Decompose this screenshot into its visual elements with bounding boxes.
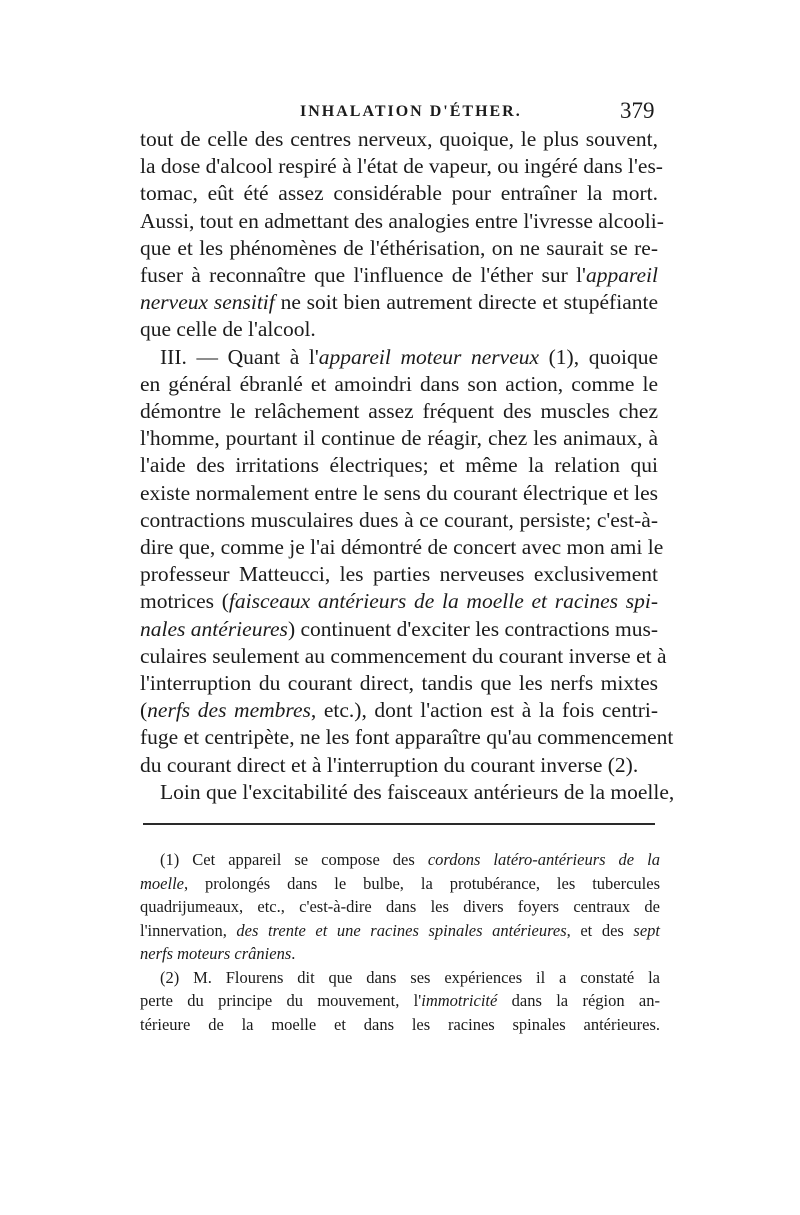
footnote-divider [143, 823, 655, 825]
text-line: nales antérieures) continuent d'exciter les contractions mus- [140, 616, 659, 641]
text-line: Aussi, tout en admettant des analogies entre l'ivresse alcooli- [140, 208, 664, 233]
text-line: fuge et centripète, ne les font apparaître qu'au commencement [140, 725, 674, 750]
italic-term: appareil [585, 263, 658, 288]
footnote-line: quadrijumeaux, etc., c'est-à-dire dans les divers foyers centraux de [140, 897, 660, 916]
italic-term: nerfs des membres [147, 698, 311, 723]
text-line: que et les phénomènes de l'éthérisation, on ne saurait se re- [140, 235, 658, 260]
text-line: en général ébranlé et amoindri dans son action, comme le [140, 371, 658, 396]
italic-term: appareil moteur nerveux [318, 344, 540, 369]
text-line: III. — Quant à l'appareil moteur nerveux (1), quoique [160, 344, 658, 369]
footnote-line: nerfs moteurs crâniens. [140, 944, 296, 963]
text-line: dire que, comme je l'ai démontré de concert avec mon ami le [140, 535, 664, 560]
text-line: du courant direct et à l'interruption du courant inverse (2). [140, 752, 639, 777]
text-line: Loin que l'excitabilité des faisceaux antérieurs de la moelle, [160, 779, 675, 804]
italic-term: nerfs moteurs crâniens [140, 944, 292, 963]
running-title: INHALATION D'ÉTHER. [300, 103, 522, 120]
italic-term: nerveux sensitif [140, 290, 275, 315]
text-line: l'homme, pourtant il continue de réagir, chez les animaux, à [140, 426, 658, 451]
italic-term: immotricité [421, 991, 498, 1010]
text-line: la dose d'alcool respiré à l'état de vapeur, ou ingéré dans l'es- [140, 154, 663, 179]
footnote-line: l'innervation, des trente et une racines spinales antérieures, et des sept [140, 920, 660, 940]
text-line: nerveux sensitif ne soit bien autrement directe et stupéfiante [140, 290, 658, 315]
footnotes [140, 848, 660, 1036]
page-number: 379 [620, 98, 655, 123]
footnote-line: térieure de la moelle et dans les racines spinales antérieures. [140, 1014, 660, 1034]
italic-term: sept [633, 920, 660, 940]
italic-term: moelle [140, 873, 184, 893]
text-line: tout de celle des centres nerveux, quoique, le plus souvent, [140, 127, 658, 151]
footnote-line: perte du principe du mouvement, l'immotricité dans la région an- [140, 991, 660, 1010]
body-text [140, 126, 675, 806]
italic-term: faisceaux antérieurs de la moelle et racines spi- [228, 589, 658, 614]
italic-term: cordons latéro-antérieurs de la [427, 850, 660, 869]
text-line: contractions musculaires dues à ce courant, persiste; c'est-à- [140, 507, 658, 532]
text-line: l'interruption du courant direct, tandis que les nerfs mixtes [140, 671, 658, 696]
text-line: démontre le relâchement assez fréquent des muscles chez [140, 399, 658, 424]
text-line: (nerfs des membres, etc.), dont l'action est à la fois centri- [140, 698, 658, 723]
footnote-line: (2) M. Flourens dit que dans ses expériences il a constaté la [160, 967, 660, 987]
text-line: que celle de l'alcool. [140, 317, 316, 342]
italic-term: des trente et une racines spinales antérieures [236, 920, 567, 940]
text-line: l'aide des irritations électriques; et même la relation qui [140, 453, 658, 478]
italic-term: nales antérieures [140, 616, 288, 641]
footnote-line: moelle, prolongés dans le bulbe, la protubérance, les tubercules [140, 873, 660, 893]
text-line: tomac, eût été assez considérable pour entraîner la mort. [140, 181, 658, 206]
text-line: existe normalement entre le sens du courant électrique et les [140, 480, 658, 505]
text-line: professeur Matteucci, les parties nerveuses exclusivement [140, 562, 658, 587]
text-line: fuser à reconnaître que l'influence de l'éther sur l'appareil [140, 263, 658, 288]
footnote-line: (1) Cet appareil se compose des cordons latéro-antérieurs de la [160, 850, 660, 869]
text-line: motrices (faisceaux antérieurs de la moelle et racines spi- [140, 589, 658, 614]
text-line: culaires seulement au commencement du courant inverse et à [140, 643, 667, 668]
